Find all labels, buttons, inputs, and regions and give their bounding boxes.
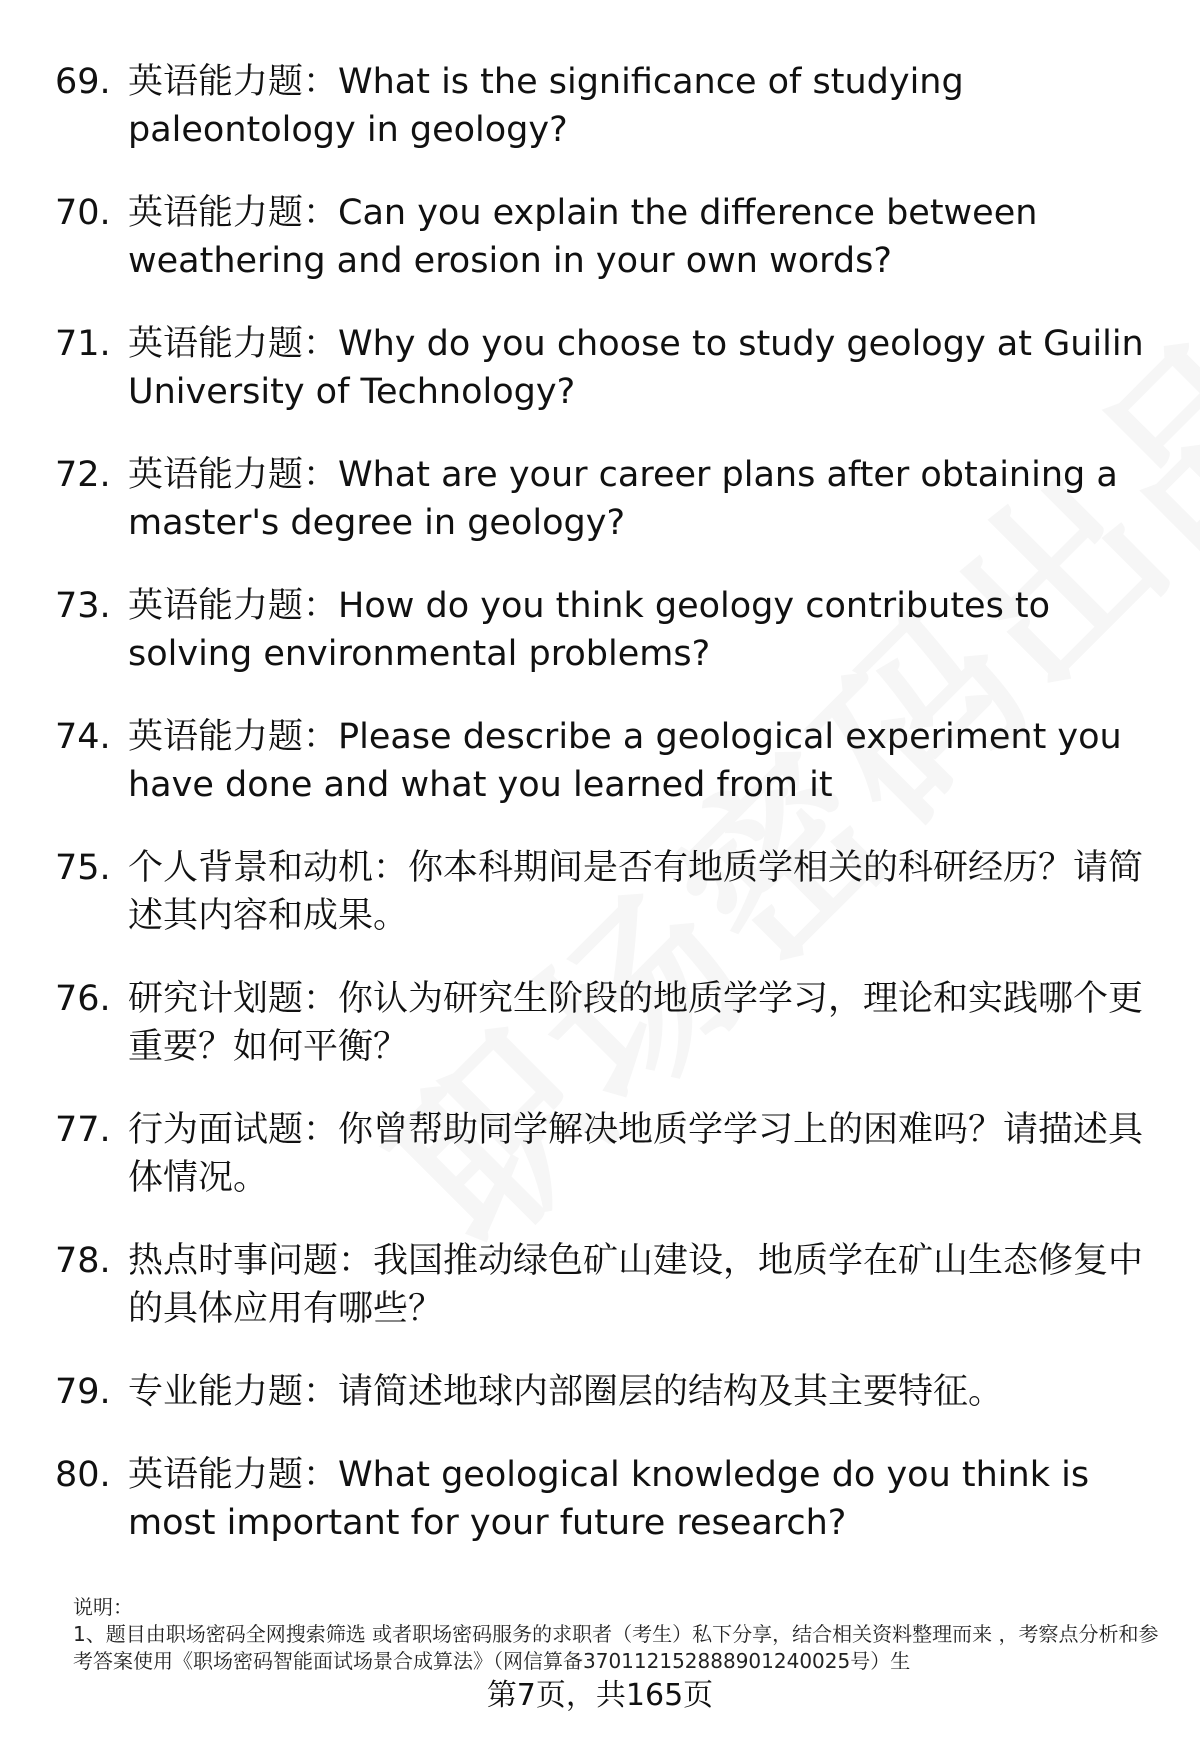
question-number: 72. <box>55 455 111 495</box>
question-text: 研究计划题：你认为研究生阶段的地质学学习，理论和实践哪个更重要？如何平衡？ <box>128 979 1144 1067</box>
question-text: 行为面试题：你曾帮助同学解决地质学学习上的困难吗？请描述具体情况。 <box>128 1110 1144 1198</box>
question-text: 专业能力题：请简述地球内部圈层的结构及其主要特征。 <box>128 1372 1004 1412</box>
question-item <box>55 1237 1155 1333</box>
question-text: 英语能力题：What geological knowledge do you think is most important for your future research? <box>128 1455 1090 1543</box>
question-text: 英语能力题：What is the significance of studying paleontology in geology? <box>128 62 964 150</box>
question-text: 英语能力题：Why do you choose to study geology at Guilin University of Technology? <box>128 324 1144 412</box>
question-item <box>55 58 1155 154</box>
question-number: 69. <box>55 62 111 102</box>
question-item <box>55 1451 1155 1547</box>
question-number: 80. <box>55 1455 111 1495</box>
question-item <box>55 1368 1155 1416</box>
question-item <box>55 451 1155 547</box>
question-item <box>55 713 1155 809</box>
question-item <box>55 1106 1155 1202</box>
question-text: 热点时事问题：我国推动绿色矿山建设，地质学在矿山生态修复中的具体应用有哪些？ <box>128 1241 1144 1329</box>
question-text: 英语能力题：Can you explain the difference between weathering and erosion in your own words? <box>128 193 1038 281</box>
question-number: 75. <box>55 848 111 888</box>
question-number: 70. <box>55 193 111 233</box>
question-item <box>55 582 1155 678</box>
question-number: 77. <box>55 1110 111 1150</box>
question-item <box>55 320 1155 416</box>
question-number: 76. <box>55 979 111 1019</box>
question-number: 71. <box>55 324 111 364</box>
question-number: 74. <box>55 717 111 757</box>
question-number: 79. <box>55 1372 111 1412</box>
question-text: 英语能力题：What are your career plans after obtaining a master's degree in geology? <box>128 455 1118 543</box>
question-list <box>55 58 1155 1547</box>
footer-heading: 说明： <box>73 1595 133 1619</box>
question-item <box>55 189 1155 285</box>
question-number: 73. <box>55 586 111 626</box>
question-text: 英语能力题：Please describe a geological experiment you have done and what you learned from it <box>128 717 1122 805</box>
question-item <box>55 975 1155 1071</box>
footer-note-text: 1、题目由职场密码全网搜索筛选 或者职场密码服务的求职者（考生）私下分享，结合相关资料整理而来 ，考察点分析和参考答案使用《职场密码智能面试场景合成算法》（网信算备370112152888901240025号）生 <box>73 1622 1159 1673</box>
question-number: 78. <box>55 1241 111 1281</box>
question-item <box>55 844 1155 940</box>
footer-notes <box>73 1594 1163 1675</box>
question-text: 个人背景和动机：你本科期间是否有地质学相关的科研经历？请简述其内容和成果。 <box>128 848 1144 936</box>
page-number: 第7页，共165页 <box>486 1678 714 1713</box>
question-text: 英语能力题：How do you think geology contributes to solving environmental problems? <box>128 586 1051 674</box>
